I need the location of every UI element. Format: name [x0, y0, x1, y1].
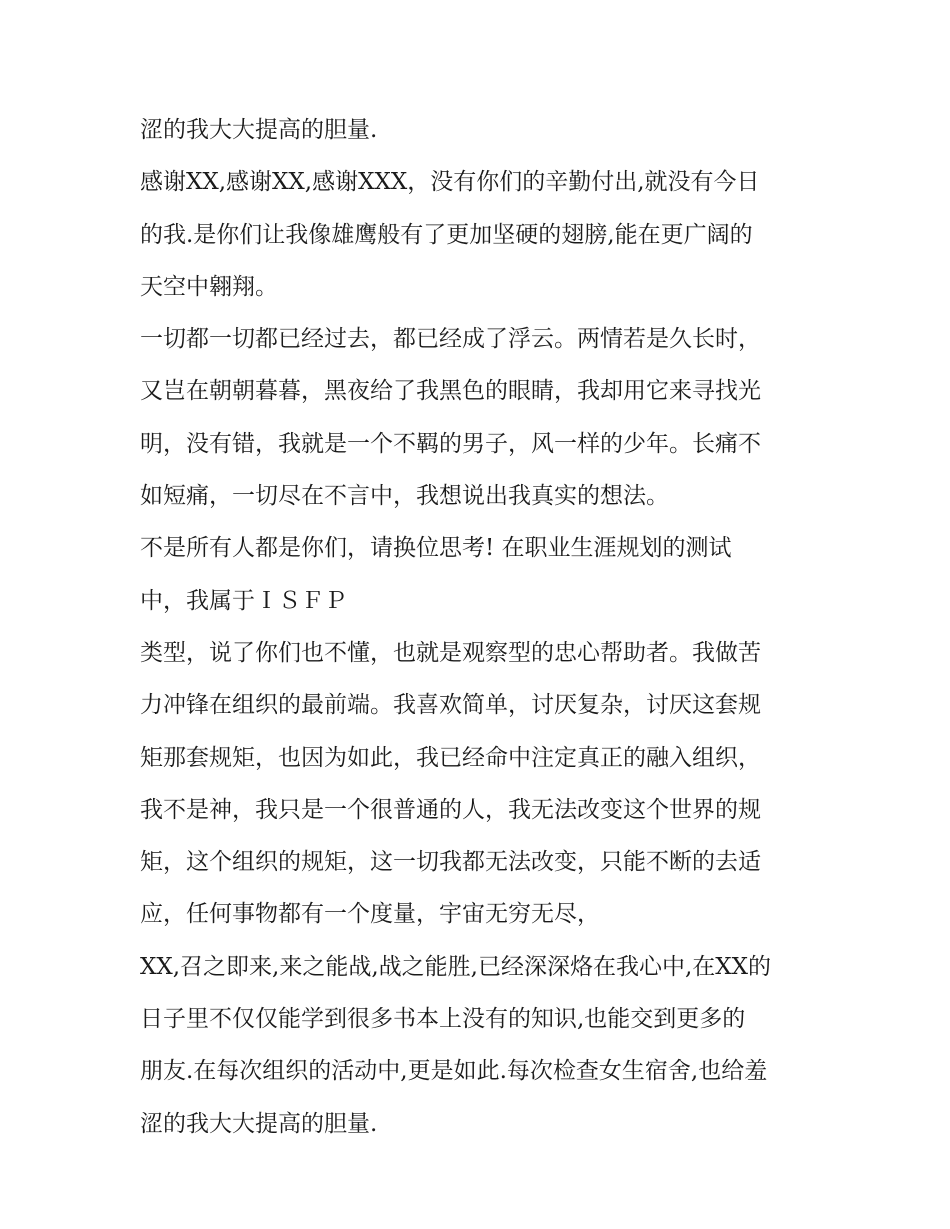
- text-line: 涩的我大大提高的胆量.: [140, 1110, 378, 1137]
- text-line: XX,召之即来,来之能战,战之能胜,已经深深烙在我心中,在XX的: [140, 953, 772, 980]
- text-line: 不是所有人都是你们，请换位思考! 在职业生涯规划的测试: [140, 535, 732, 562]
- text-line: 的我.是你们让我像雄鹰般有了更加坚硬的翅膀,能在更广阔的: [140, 221, 753, 248]
- text-line: 如短痛，一切尽在不言中，我想说出我真实的想法。: [140, 483, 669, 510]
- text-line: 力冲锋在组织的最前端。我喜欢简单，讨厌复杂，讨厌这套规: [140, 692, 761, 719]
- text-line: 朋友.在每次组织的活动中,更是如此.每次检查女生宿舍,也给羞: [140, 1058, 768, 1085]
- text-line: 明，没有错，我就是一个不羁的男子，风一样的少年。长痛不: [140, 430, 761, 457]
- text-line: 一切都一切都已经过去，都已经成了浮云。两情若是久长时，: [140, 326, 761, 353]
- text-line: 天空中翱翔。: [140, 273, 278, 300]
- text-line: 日子里不仅仅能学到很多书本上没有的知识,也能交到更多的: [140, 1006, 746, 1033]
- text-line: 感谢XX,感谢XX,感谢XXX，没有你们的辛勤付出,就没有今日: [140, 169, 760, 196]
- text-line: 类型，说了你们也不懂，也就是观察型的忠心帮助者。我做苦: [140, 639, 761, 666]
- text-line: 矩，这个组织的规矩，这一切我都无法改变，只能不断的去适: [140, 849, 761, 876]
- body-text: [140, 104, 820, 1150]
- text-line: 应，任何事物都有一个度量，宇宙无穷无尽，: [140, 901, 600, 928]
- text-line: 中，我属于ＩＳＦＰ: [140, 587, 347, 614]
- text-line: 涩的我大大提高的胆量.: [140, 117, 378, 143]
- text-line: 我不是神，我只是一个很普通的人，我无法改变这个世界的规: [140, 796, 761, 823]
- text-line: 又岂在朝朝暮暮，黑夜给了我黑色的眼睛，我却用它来寻找光: [140, 378, 761, 405]
- text-line: 矩那套规矩，也因为如此，我已经命中注定真正的融入组织，: [140, 744, 761, 771]
